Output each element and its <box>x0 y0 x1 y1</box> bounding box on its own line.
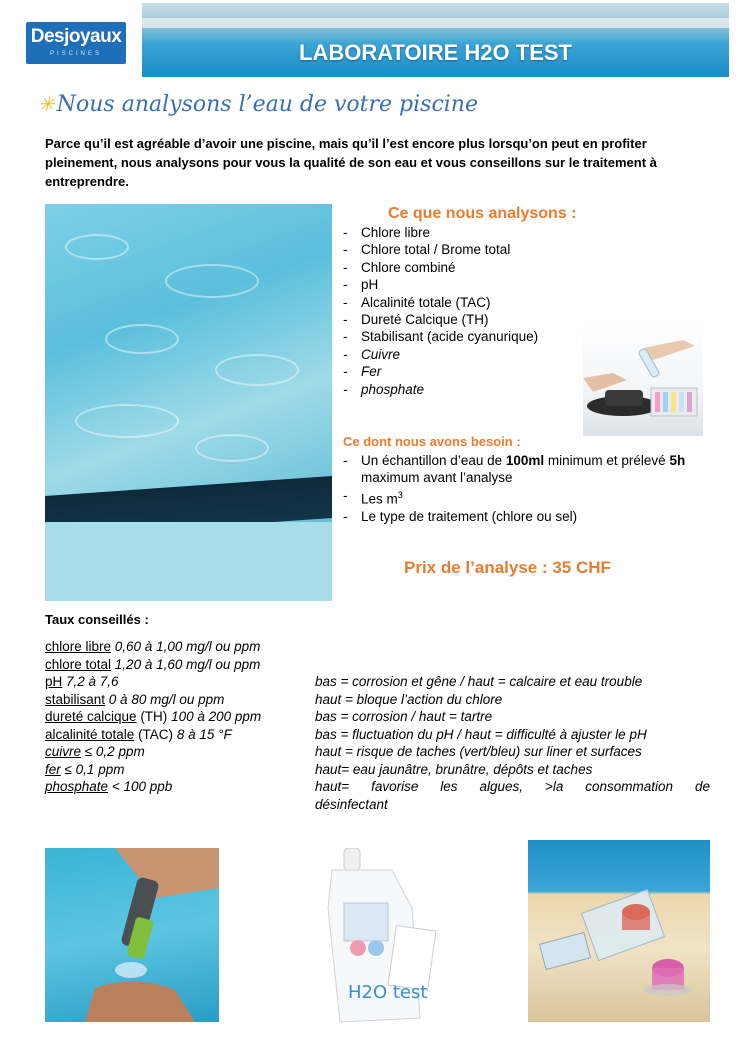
logo-subtext: PISCINES <box>49 51 102 57</box>
kit-illustration <box>528 840 710 1022</box>
analyse-item: - Stabilisant (acide cyanurique) <box>343 328 603 345</box>
price: Prix de l’analyse : 35 CHF <box>404 558 611 577</box>
taux-title: Taux conseillés : <box>45 612 149 627</box>
taux-note: bas = corrosion et gêne / haut = calcaire et eau trouble <box>315 674 643 689</box>
taux-row: chlore total 1,20 à 1,60 mg/l ou ppm <box>45 656 261 672</box>
pool-edge <box>142 18 729 28</box>
analyse-item: - Chlore total / Brome total <box>343 241 603 258</box>
analyse-list <box>343 224 603 398</box>
water-ripple <box>65 234 129 260</box>
analyse-item: - Alcalinité totale (TAC) <box>343 294 603 311</box>
analyse-item: - Chlore libre <box>343 224 603 241</box>
water-ripple <box>105 324 179 354</box>
list-item: - Les $m^3$ <box>343 487 715 508</box>
taux-row: chlore libre 0,60 à 1,00 mg/l ou ppm <box>45 639 261 654</box>
analyse-item: - Fer <box>343 363 603 380</box>
taux-row: cuivre ≤ 0,2 ppm <box>45 744 145 759</box>
besoin-title: Ce dont nous avons besoin : <box>343 434 521 449</box>
analyse-item: - phosphate <box>343 381 603 398</box>
sample-pouch-photo <box>322 848 442 1023</box>
taux-notes <box>315 673 710 813</box>
analyse-item: - Chlore combiné <box>343 259 603 276</box>
taux-row: fer ≤ 0,1 ppm <box>45 761 125 777</box>
taux-note: bas = fluctuation du pH / haut = difficulté à ajuster le pH <box>315 726 647 742</box>
tagline-text: Nous analysons l’eau de votre piscine <box>56 92 478 117</box>
taux-row: pH 7,2 à 7,6 <box>45 674 119 689</box>
header-banner <box>142 3 729 77</box>
page-title: LABORATOIRE H2O TEST <box>299 40 572 65</box>
taux-note: haut = bloque l’action du chlore <box>315 691 503 707</box>
tester-illustration <box>45 848 219 1022</box>
pouch-illustration <box>322 848 442 1023</box>
taux-row: alcalinité totale (TAC) 8 à 15 °F <box>45 726 232 742</box>
taux-note: haut= eau jaunâtre, brunâtre, dépôts et taches <box>315 761 593 777</box>
analyse-item: - Dureté Calcique (TH) <box>343 311 603 328</box>
tagline <box>38 92 478 117</box>
water-ripple <box>195 434 269 462</box>
lab-illustration <box>583 318 703 436</box>
star-icon: ✳ <box>38 92 55 116</box>
analyse-item: - pH <box>343 276 603 293</box>
taux-note: bas = corrosion / haut = tartre <box>315 709 493 724</box>
list-item: - Un échantillon d’eau de 100ml minimum et prélevé 5h maximum avant l’analyse <box>343 452 715 487</box>
taux-note: haut= favorise les algues, >la consommation de <box>315 779 710 794</box>
taux-values <box>45 638 315 796</box>
svg-text:H2O test: H2O test <box>348 982 428 1003</box>
lab-photo <box>583 318 703 436</box>
analyse-item: - Cuivre <box>343 346 603 363</box>
intro-paragraph: Parce qu’il est agréable d’avoir une piscine, mais qu’il l’est encore plus lorsqu’on peut en profiter pleinement, nous analysons pour vous la qualité de son eau et vous conseillons sur le traitement à entreprendre. <box>45 136 657 189</box>
list-item: - Le type de traitement (chlore ou sel) <box>343 508 715 525</box>
water-ripple <box>215 354 299 386</box>
taux-row: dureté calcique (TH) 100 à 200 ppm <box>45 709 262 724</box>
taux-note: haut = risque de taches (vert/bleu) sur liner et surfaces <box>315 744 642 759</box>
pool-step <box>45 522 332 601</box>
desjoyaux-logo <box>26 22 126 64</box>
test-kit-photo <box>528 840 710 1022</box>
water-ripple <box>75 404 179 438</box>
analyse-title: Ce que nous analysons : <box>388 205 577 222</box>
logo-text: Desjoyaux <box>30 26 122 47</box>
water-ripple <box>165 264 259 298</box>
pool-water-photo <box>45 204 332 601</box>
taux-row: stabilisant 0 à 80 mg/l ou ppm <box>45 691 225 707</box>
taux-note: désinfectant <box>315 796 388 812</box>
pool-tester-photo <box>45 848 219 1022</box>
taux-row: phosphate < 100 ppb <box>45 779 173 794</box>
besoin-list <box>343 452 715 525</box>
